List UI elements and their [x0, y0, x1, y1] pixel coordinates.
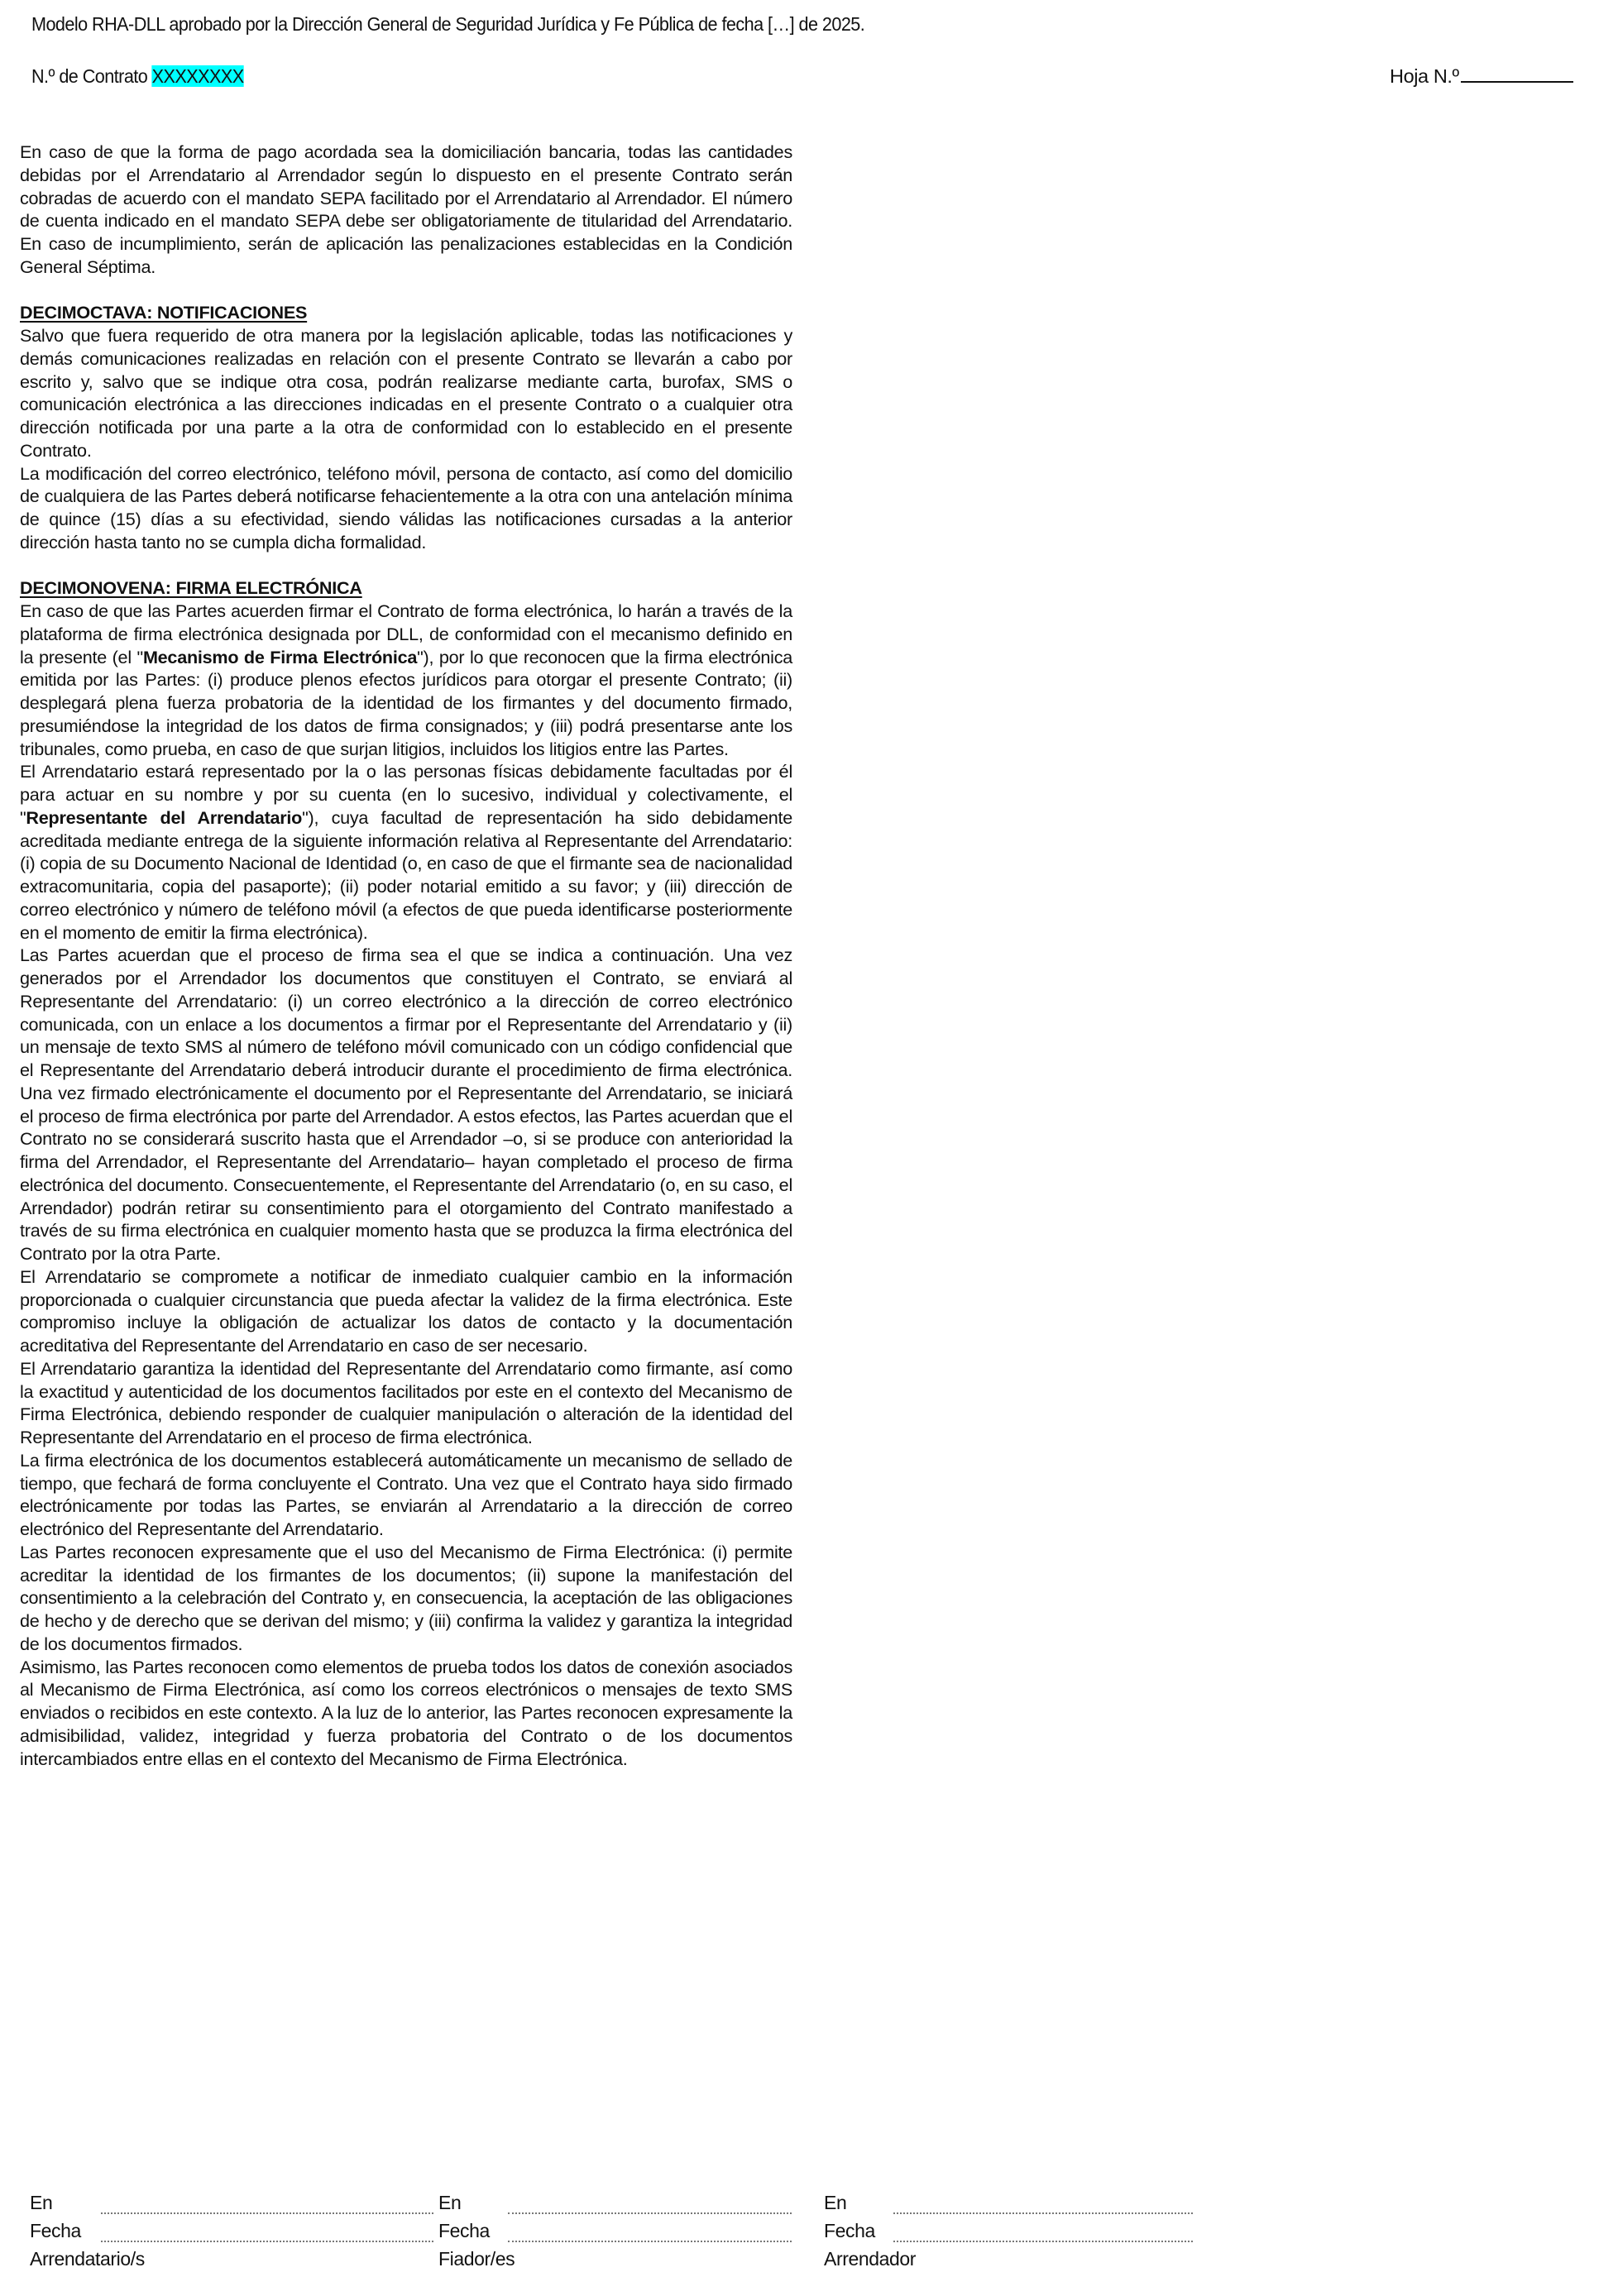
signature-block-guarantor: [438, 2188, 819, 2273]
place-field[interactable]: [101, 2212, 433, 2214]
date-label: Fecha: [30, 2220, 81, 2241]
clause-title: DECIMONOVENA: FIRMA ELECTRÓNICA: [20, 577, 362, 599]
sepa-paragraph: En caso de que la forma de pago acordada sea la domiciliación bancaria, todas las cantidades debidas por el Arrendatario al Arrendador según lo dispuesto en el presente Contrato serán cobradas de acuerdo con el mandato SEPA facilitado por el Arrendatario al Arrendador. El número de cuenta indicado en el mandato SEPA debe ser obligatoriamente de titularidad del Arrendatario. En caso de incumplimiento, serán de aplicación las penalizaciones establecidas en la Condición General Séptima.: [20, 141, 792, 277]
date-field[interactable]: [508, 2241, 792, 2242]
clause-notifications: [20, 301, 792, 553]
clause-paragraph: Salvo que fuera requerido de otra manera por la legislación aplicable, todas las notificaciones y demás comunicaciones realizadas en relación con el presente Contrato se llevarán a cabo por escrito y, salvo que se indique otra cosa, podrán realizarse mediante carta, burofax, SMS o comunicación electrónica a las direcciones indicadas en el presente Contrato o a cualquier otra dirección notificada por una parte a la otra de conformidad con lo establecido en el presente Contrato.: [20, 325, 792, 461]
clause-paragraph: [20, 600, 792, 760]
clause-paragraph: La firma electrónica de los documentos establecerá automáticamente un mecanismo de sellado de tiempo, que fechará de forma concluyente el Contrato. Una vez que el Contrato haya sido firmado electrónicamente por todas las Partes, se enviarán al Arrendatario a la dirección de correo electrónico del Representante del Arrendatario.: [20, 1449, 792, 1539]
contract-number-value: XXXXXXXX: [151, 65, 244, 87]
signer-role: Fiador/es: [438, 2248, 515, 2270]
contract-number-line: [31, 65, 244, 88]
clause-paragraph: El Arrendatario se compromete a notificar de inmediato cualquier cambio en la información proporcionada o cualquier circunstancia que pueda afectar la validez de la firma electrónica. Este compromiso incluye la obligación de actualizar los datos de contacto y la documentación acreditativa del Representante del Arrendatario en caso de ser necesario.: [20, 1265, 792, 1356]
signer-role: Arrendador: [824, 2248, 917, 2270]
clause-electronic-signature: [20, 576, 792, 1770]
model-approval-line: Modelo RHA-DLL aprobado por la Dirección General de Seguridad Jurídica y Fe Pública de fecha […] de 2025.: [31, 13, 865, 35]
place-field[interactable]: [508, 2212, 792, 2214]
place-field[interactable]: [893, 2212, 1193, 2214]
text-run: El Arrendatario estará representado por la o las personas físicas debidamente facultadas por él para actuar en su nombre y por su cuenta (en lo sucesivo, individual y colectivamente, el ": [20, 761, 792, 828]
date-label: Fecha: [824, 2220, 875, 2241]
contract-body: [20, 141, 792, 1770]
clause-paragraph: Las Partes reconocen expresamente que el uso del Mecanismo de Firma Electrónica: (i) permite acreditar la identidad de los firmantes de los documentos; (ii) supone la manifestación del consentimiento a la celebración del Contrato y, en consecuencia, la aceptación de las obligaciones de hecho y de derecho que se derivan del mismo; y (iii) confirma la validez y garantiza la integridad de los documentos firmados.: [20, 1541, 792, 1654]
clause-paragraph: Asimismo, las Partes reconocen como elementos de prueba todos los datos de conexión asociados al Mecanismo de Firma Electrónica, así como los correos electrónicos o mensajes de texto SMS enviados o recibidos en este contexto. A la luz de lo anterior, las Partes reconocen expresamente la admisibilidad, validez, integridad y fuerza probatoria del Contrato o de los documentos intercambiados entre ellas en el contexto del Mecanismo de Firma Electrónica.: [20, 1656, 792, 1769]
contract-number-label: N.º de Contrato: [31, 65, 152, 87]
date-field[interactable]: [101, 2241, 433, 2242]
date-label: Fecha: [438, 2220, 490, 2241]
clause-paragraph: El Arrendatario garantiza la identidad del Representante del Arrendatario como firmante, así como la exactitud y autenticidad de los documentos facilitados por este en el contexto del Mecanismo de Firma Electrónica, debiendo responder de cualquier manipulación o alteración de la identidad del Representante del Arrendatario en el proceso de firma electrónica.: [20, 1357, 792, 1447]
clause-paragraph: [20, 760, 792, 944]
place-label: En: [438, 2192, 462, 2213]
sheet-number-label: Hoja N.º: [1390, 65, 1459, 87]
date-field[interactable]: [893, 2241, 1193, 2242]
text-run: "), cuya facultad de representación ha sido debidamente acreditada mediante entrega de la siguiente información relativa al Representante del Arrendatario: (i) copia de su Documento Nacional de Identidad (o, en caso de que el firmante sea de nacionalidad extracomunitaria, copia del pasaporte); (ii) poder notarial emitido a su favor; y (iii) dirección de correo electrónico y número de teléfono móvil (a efectos de que pueda identificarse posteriormente en el momento de emitir la firma electrónica).: [20, 806, 792, 943]
defined-term: Representante del Arrendatario: [26, 806, 303, 828]
clause-title: DECIMOCTAVA: NOTIFICACIONES: [20, 302, 308, 323]
clause-paragraph: Las Partes acuerdan que el proceso de firma sea el que se indica a continuación. Una vez generados por el Arrendador los documentos que constituyen el Contrato, se enviará al Representante del Arrendatario: (i) un correo electrónico a la dirección de correo electrónico comunicada, con un enlace a los documentos a firmar por el Representante del Arrendatario y (ii) un mensaje de texto SMS al número de teléfono móvil comunicado con un código confidencial que el Representante del Arrendatario deberá introducir durante el procedimiento de firma electrónica. Una vez firmado electrónicamente el documento por el Representante del Arrendatario, se iniciará el proceso de firma electrónica por parte del Arrendador. A estos efectos, las Partes acuerdan que el Contrato no se considerará suscrito hasta que el Arrendador –o, si se produce con anterioridad la firma del Arrendador, el Representante del Arrendatario– hayan completado el proceso de firma electrónica del documento. Consecuentemente, el Representante del Arrendatario (o, en su caso, el Arrendador) podrán retirar su consentimiento para el otorgamiento del Contrato manifestado a través de su firma electrónica en cualquier momento hasta que se produzca la firma electrónica del Contrato por la otra Parte.: [20, 945, 792, 1264]
place-label: En: [824, 2192, 847, 2213]
clause-paragraph: La modificación del correo electrónico, teléfono móvil, persona de contacto, así como del domicilio de cualquiera de las Partes deberá notificarse fehacientemente a la otra con una antelación mínima de quince (15) días a su efectividad, siendo válidas las notificaciones cursadas a la anterior dirección hasta tanto no se cumpla dicha formalidad.: [20, 462, 792, 552]
sheet-number-line: [1390, 65, 1573, 88]
sheet-number-blank: [1461, 80, 1573, 83]
place-label: En: [30, 2192, 53, 2213]
defined-term: Mecanismo de Firma Electrónica: [142, 646, 418, 667]
signature-block-lessor: [824, 2188, 1254, 2273]
text-run: "), por lo que reconocen que la firma electrónica emitida por las Partes: (i) produce plenos efectos jurídicos para otorgar el presente Contrato; (ii) desplegará plena fuerza probatoria de la identidad de los firmantes y del documento firmado, presumiéndose la integridad de los datos de firma consignados; y (iii) podrá presentarse ante los tribunales, como prueba, en caso de que surjan litigios, incluidos los litigios entre las Partes.: [20, 646, 792, 759]
signer-role: Arrendatario/s: [30, 2248, 145, 2270]
text-run: En caso de que las Partes acuerden firmar el Contrato de forma electrónica, lo harán a través de la plataforma de firma electrónica designada por DLL, de conformidad con el mecanismo definido en la presente (el ": [20, 600, 792, 667]
signature-block-lessee: [30, 2188, 410, 2273]
